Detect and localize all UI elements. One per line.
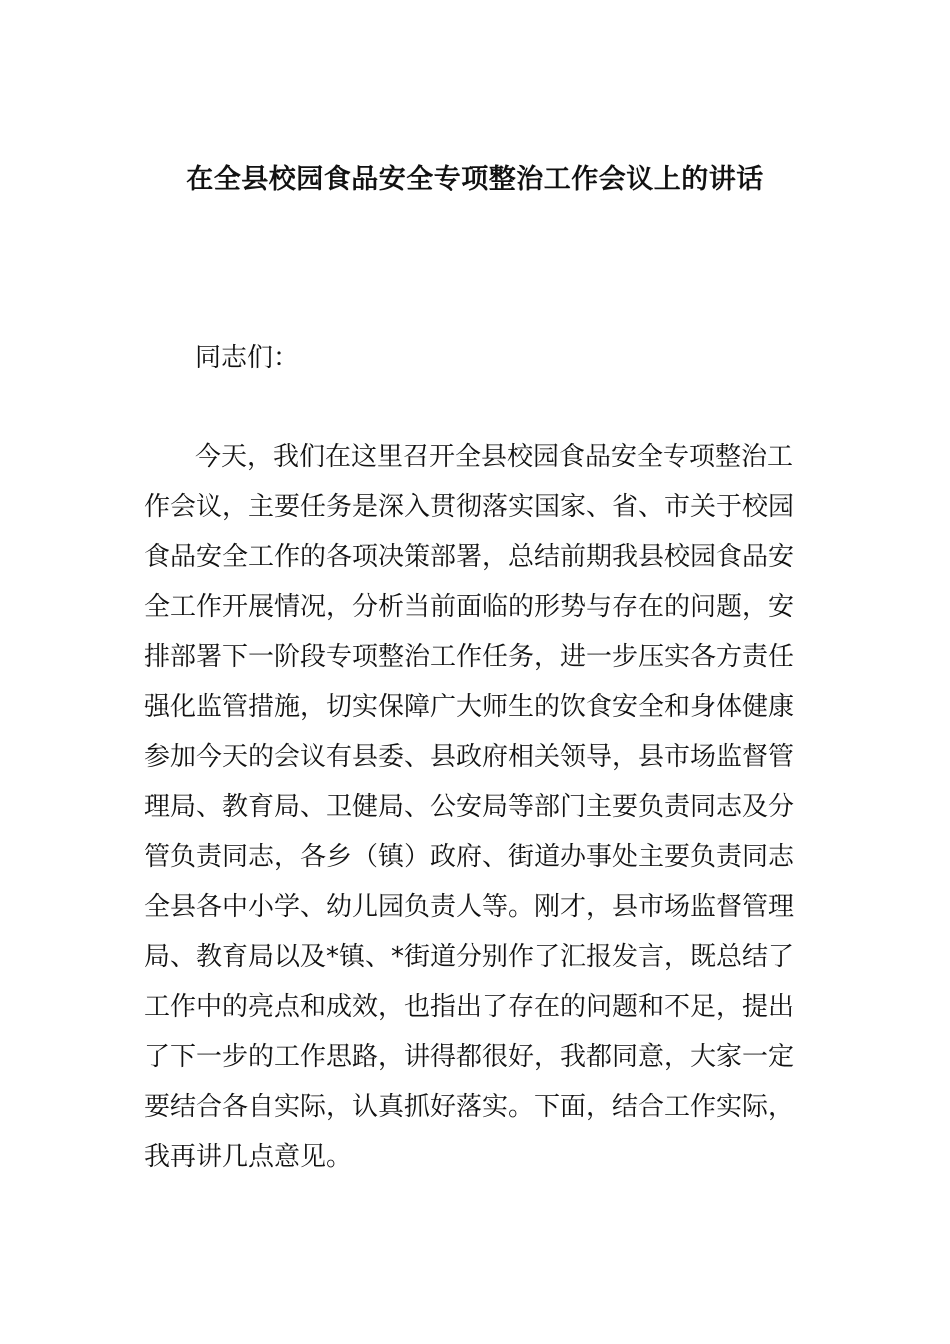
paragraph-line: 工作中的亮点和成效，也指出了存在的问题和不足，提出	[144, 992, 795, 1022]
paragraph-line: 食品安全工作的各项决策部署，总结前期我县校园食品安	[144, 542, 795, 572]
paragraph-line: 理局、教育局、卫健局、公安局等部门主要负责同志及分	[144, 792, 795, 822]
salutation: 同志们：	[195, 343, 300, 373]
paragraph-line: 排部署下一阶段专项整治工作任务，进一步压实各方责任	[144, 642, 795, 672]
body-paragraph	[144, 432, 824, 1182]
document-title: 在全县校园食品安全专项整治工作会议上的讲话	[186, 164, 764, 195]
paragraph-line: 全县各中小学、幼儿园负责人等。刚才，县市场监督管理	[144, 892, 795, 922]
paragraph-line: 管负责同志，各乡（镇）政府、街道办事处主要负责同志	[144, 842, 795, 872]
paragraph-line: 局、教育局以及*镇、*街道分别作了汇报发言，既总结了	[144, 942, 795, 972]
paragraph-line: 强化监管措施，切实保障广大师生的饮食安全和身体健康	[144, 692, 795, 722]
paragraph-line: 参加今天的会议有县委、县政府相关领导，县市场监督管	[144, 742, 795, 772]
paragraph-line: 我再讲几点意见。	[144, 1142, 353, 1172]
paragraph-line: 要结合各自实际，认真抓好落实。下面，结合工作实际，	[144, 1092, 795, 1122]
paragraph-line: 作会议，主要任务是深入贯彻落实国家、省、市关于校园	[144, 492, 795, 522]
paragraph-line: 全工作开展情况，分析当前面临的形势与存在的问题，安	[144, 592, 795, 622]
paragraph-line: 了下一步的工作思路，讲得都很好，我都同意，大家一定	[144, 1042, 795, 1072]
paragraph-line: 今天，我们在这里召开全县校园食品安全专项整治工	[195, 442, 794, 472]
